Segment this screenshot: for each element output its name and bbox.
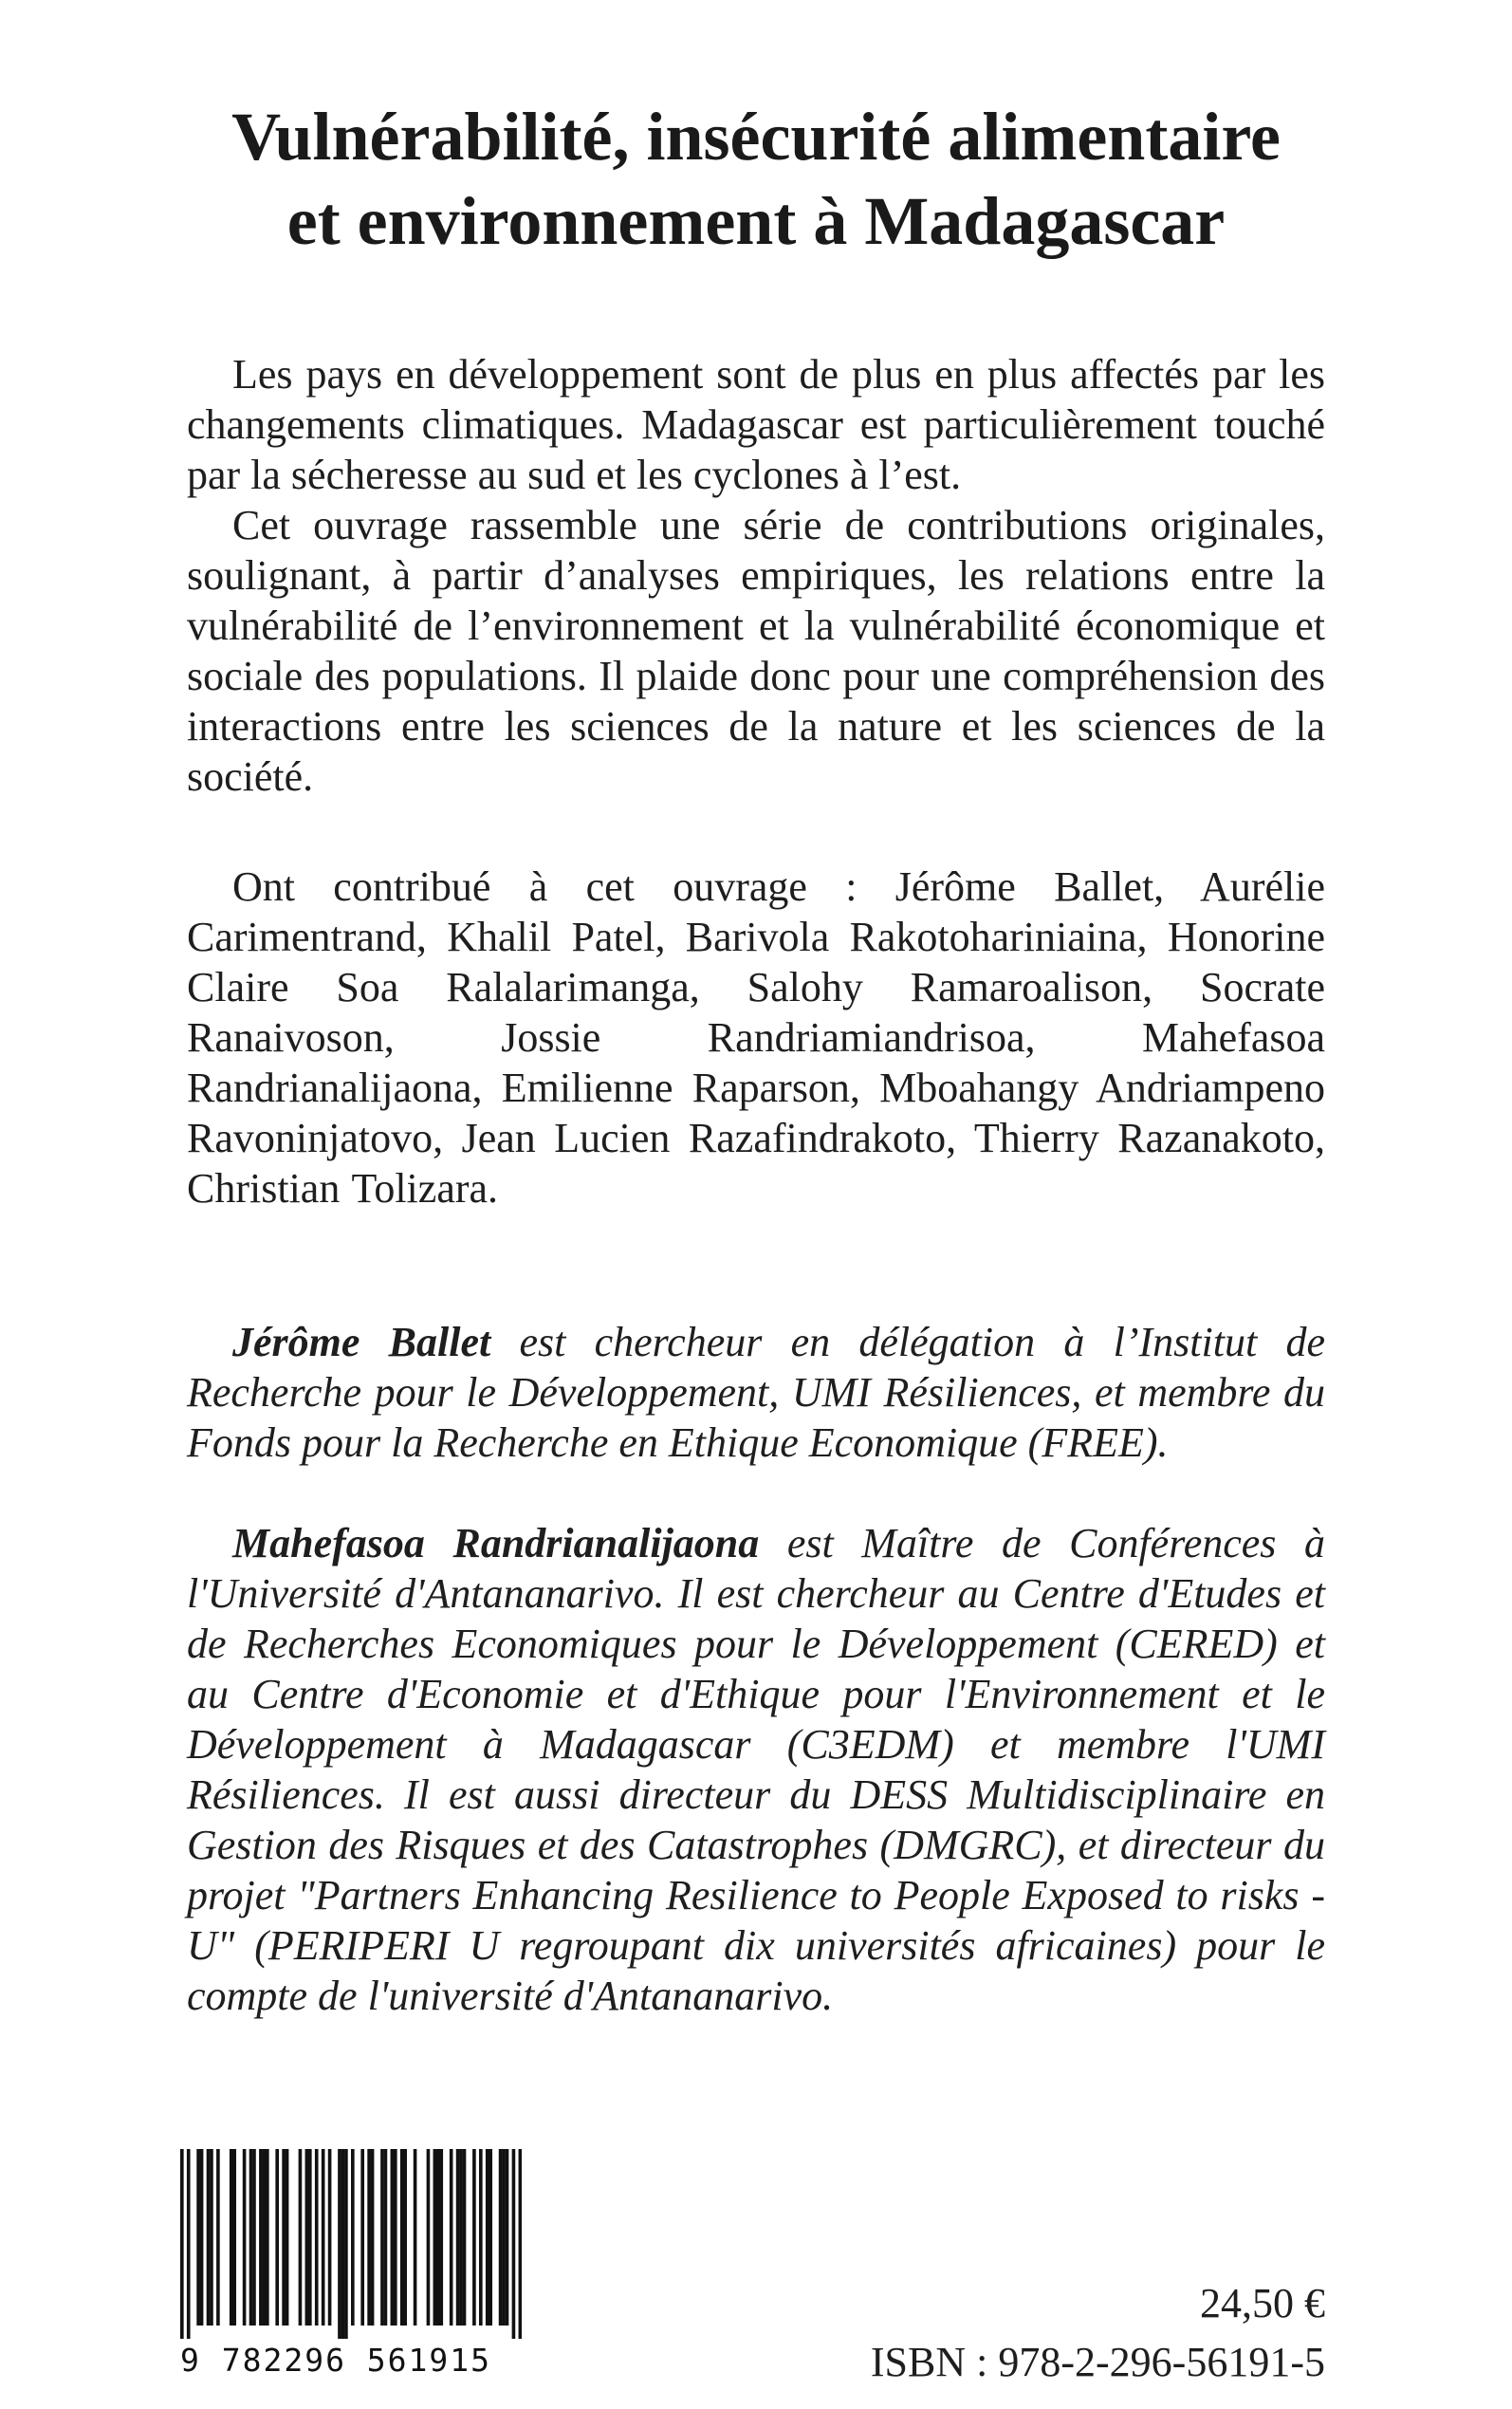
summary bbox=[187, 349, 1325, 802]
barcode-bar bbox=[512, 2149, 516, 2339]
barcode-digits: 9 782296 561915 bbox=[180, 2342, 492, 2379]
author-bio bbox=[187, 1518, 1325, 2021]
barcode-bar bbox=[187, 2149, 191, 2339]
title-line-2: et environnement à Madagascar bbox=[286, 183, 1226, 259]
barcode-bar bbox=[384, 2149, 388, 2326]
barcode-bar bbox=[502, 2149, 506, 2326]
barcode-bar bbox=[403, 2149, 407, 2326]
barcode-bar bbox=[216, 2149, 220, 2326]
barcode-bar bbox=[305, 2149, 309, 2326]
barcode-bar bbox=[414, 2149, 417, 2326]
contributors-paragraph: Ont contribué à cet ouvrage : Jérôme Ballet, Aurélie Carimentrand, Khalil Patel, Barivola Rakotohariniaina, Honorine Claire Soa Ralalarimanga, Salohy Ramaroalison, Socrate Ranaivoson, Jossie Randriamiandrisoa, Mahefasoa Randrianalijaona, Emilienne Raparson, Mboahangy Andriampeno Ravoninjatovo, Jean Lucien Razafindrakoto, Thierry Razanakoto, Christian Tolizara. bbox=[187, 863, 1325, 1212]
author-name: Mahefasoa Randrianalijaona bbox=[232, 1520, 760, 1566]
barcode-bar bbox=[506, 2149, 509, 2326]
barcode-bar bbox=[263, 2149, 267, 2326]
barcode-bar bbox=[299, 2149, 303, 2326]
barcode-bar bbox=[456, 2149, 460, 2326]
title-line-1: Vulnérabilité, insécurité alimentaire bbox=[231, 99, 1281, 175]
barcode-bar bbox=[439, 2149, 443, 2326]
barcode-bar bbox=[282, 2149, 286, 2326]
barcode-bar bbox=[341, 2149, 345, 2339]
barcode-bar bbox=[472, 2149, 476, 2326]
barcode-bar bbox=[259, 2149, 263, 2326]
barcode-bar bbox=[308, 2149, 312, 2326]
barcode-bar bbox=[275, 2149, 279, 2326]
barcode-bar bbox=[371, 2149, 375, 2326]
barcode-bar bbox=[486, 2149, 489, 2326]
barcode-bar bbox=[230, 2149, 233, 2326]
barcode-bar bbox=[252, 2149, 256, 2326]
barcode-bar bbox=[479, 2149, 483, 2326]
barcode-bar bbox=[436, 2149, 440, 2326]
barcode-bar bbox=[328, 2149, 332, 2326]
barcode-bar bbox=[450, 2149, 453, 2326]
price: 24,50 € bbox=[1200, 2280, 1325, 2326]
contributors bbox=[187, 862, 1325, 1214]
author-bio bbox=[187, 1317, 1325, 1468]
barcode-bar bbox=[207, 2149, 211, 2326]
barcode-bar bbox=[463, 2149, 467, 2326]
barcode-bar bbox=[338, 2149, 341, 2339]
book-title bbox=[0, 95, 1512, 264]
barcode-bar bbox=[499, 2149, 503, 2326]
barcode-bar bbox=[433, 2149, 437, 2326]
barcode-bar bbox=[266, 2149, 269, 2326]
barcode-bar bbox=[315, 2149, 319, 2326]
author-bio-text: est Maître de Conférences à l'Université d'Antananarivo. Il est chercheur au Centre d'Etudes et de Recherches Economiques pour le Développement (CERED) et au Centre d'Economie et d'Ethique pour l'Environnement et le Développement à Madagascar (C3EDM) et membre l'UMI Résiliences. Il est aussi directeur du DESS Multidisciplinaire en Gestion des Risques et des Catastrophes (DMGRC), et directeur du projet "Partners Enhancing Resilience to People Exposed to risks - U" (PERIPERI U regroupant dix universités africaines) pour le compte de l'université d'Antananarivo. bbox=[187, 1520, 1325, 2019]
barcode-bar bbox=[459, 2149, 463, 2326]
barcode-bar bbox=[519, 2149, 522, 2339]
barcode bbox=[180, 2149, 522, 2339]
barcode-bar bbox=[200, 2149, 204, 2326]
barcode-bar bbox=[232, 2149, 236, 2326]
barcode-bar bbox=[360, 2149, 364, 2326]
barcode-bar bbox=[243, 2149, 247, 2326]
barcode-bar bbox=[380, 2149, 384, 2326]
barcode-bar bbox=[351, 2149, 355, 2326]
barcode-bar bbox=[400, 2149, 404, 2326]
barcode-bar bbox=[427, 2149, 431, 2326]
barcode-bar bbox=[210, 2149, 213, 2326]
barcode-bar bbox=[344, 2149, 348, 2339]
barcode-bar bbox=[391, 2149, 395, 2326]
barcode-bar bbox=[489, 2149, 492, 2326]
barcode-bar bbox=[180, 2149, 184, 2339]
barcode-bar bbox=[367, 2149, 371, 2326]
barcode-bar bbox=[286, 2149, 289, 2326]
barcode-bar bbox=[322, 2149, 325, 2326]
author-name: Jérôme Ballet bbox=[232, 1319, 491, 1365]
summary-paragraph: Cet ouvrage rassemble une série de contributions originales, soulignant, à partir d’analyses empiriques, les relations entre la vulnérabilité de l’environnement et la vulnérabilité économique et sociale des populations. Il plaide donc pour une compréhension des interactions entre les sciences de la nature et les sciences de la société. bbox=[187, 502, 1325, 800]
isbn: ISBN : 978-2-296-56191-5 bbox=[870, 2339, 1325, 2385]
summary-paragraph: Les pays en développement sont de plus en plus affectés par les changements climatiques. Madagascar est particulièrement touché par la sécheresse au sud et les cyclones à l’est. bbox=[187, 351, 1325, 498]
barcode-bars bbox=[180, 2149, 522, 2339]
author-bio-text: est chercheur en délégation à l’Institut de Recherche pour le Développement, UMI Résiliences, et membre du Fonds pour la Recherche en Ethique Economique (FREE). bbox=[187, 1319, 1325, 1466]
barcode-bar bbox=[196, 2149, 200, 2326]
barcode-bar bbox=[394, 2149, 397, 2326]
barcode-bar bbox=[249, 2149, 253, 2326]
